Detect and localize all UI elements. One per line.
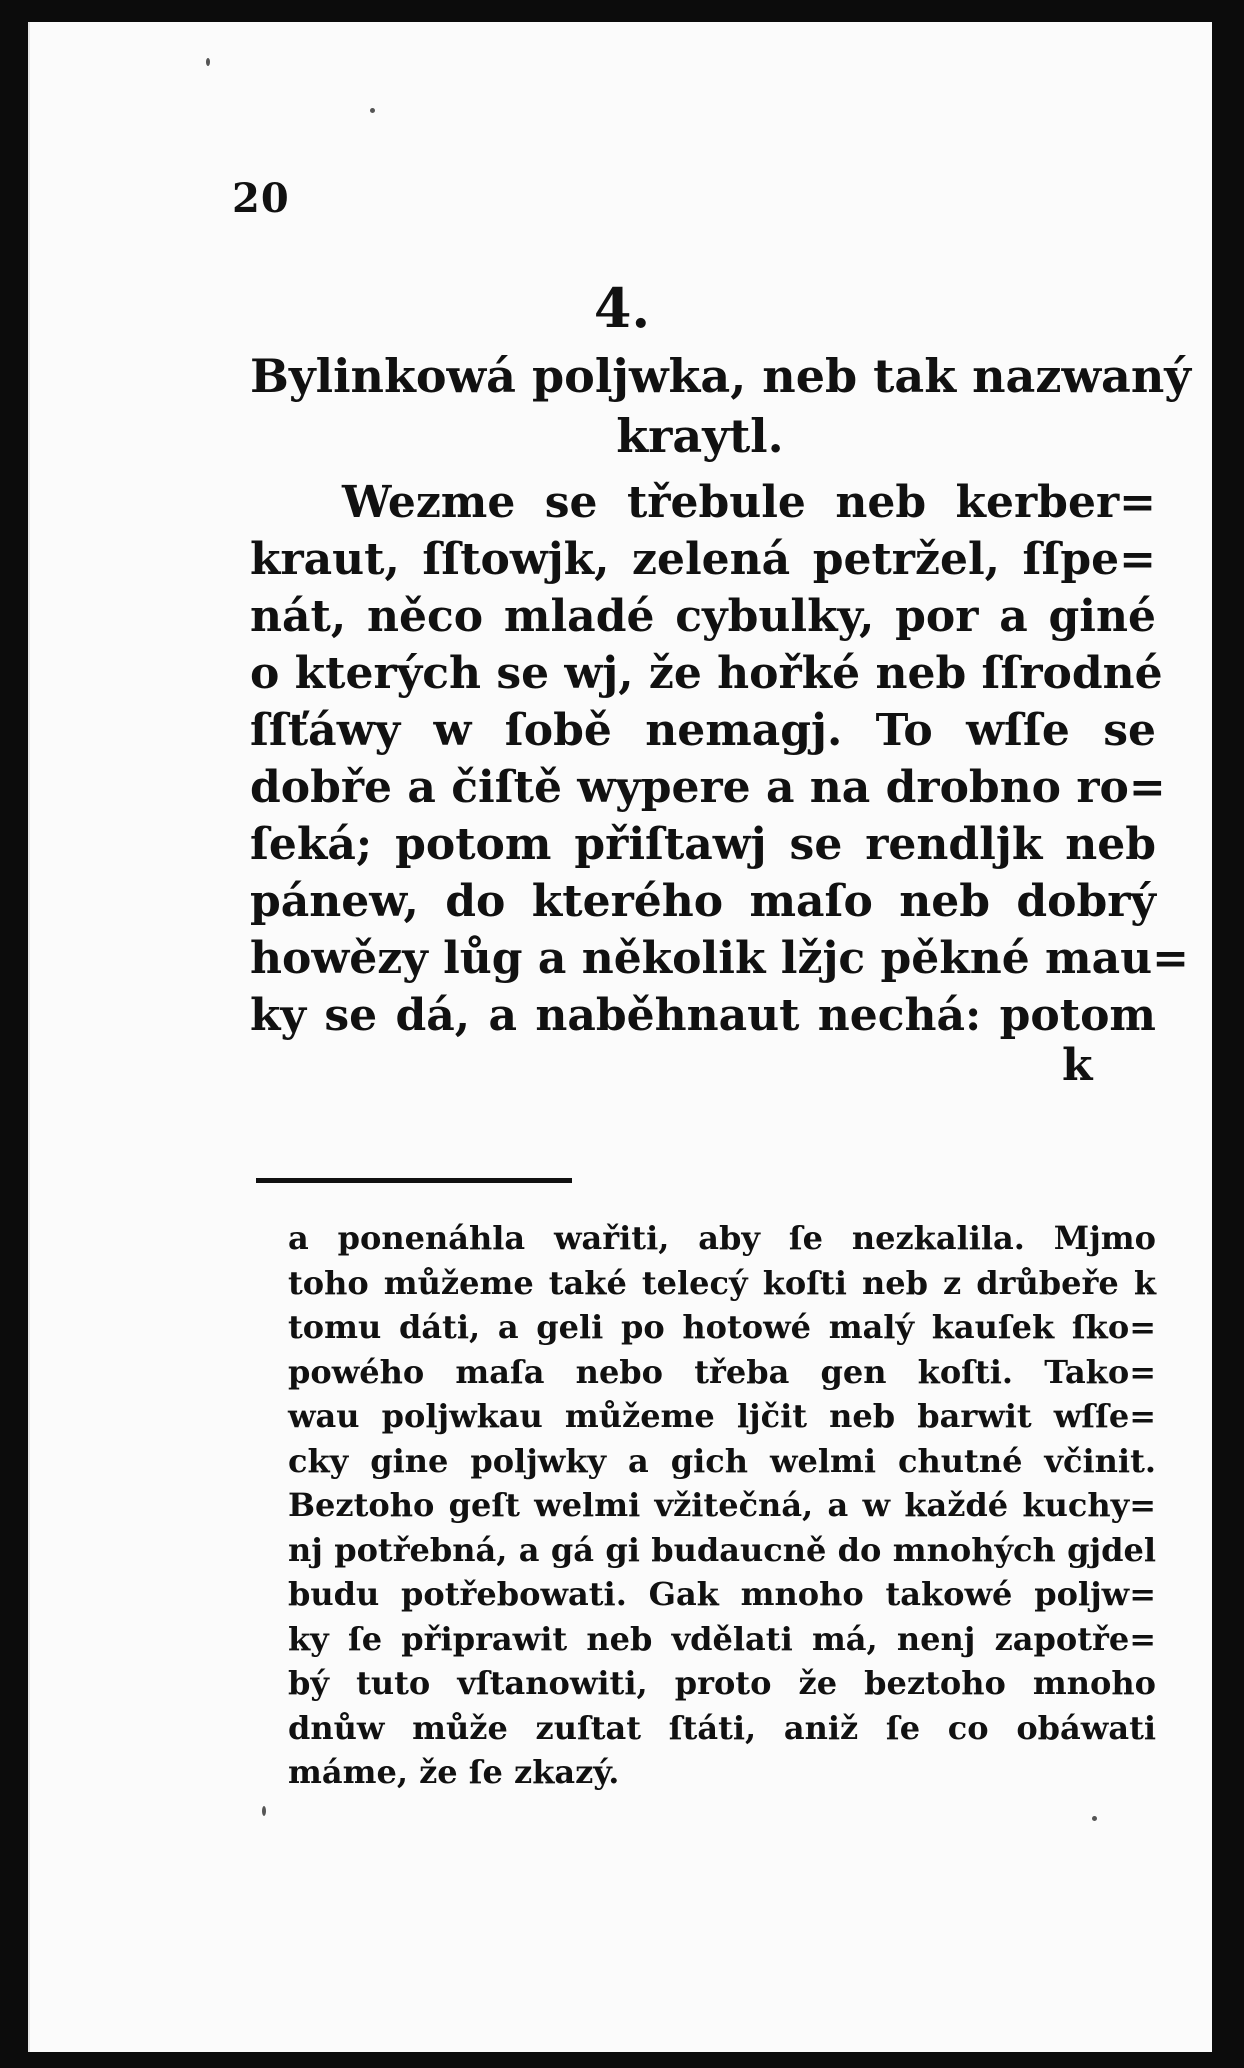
footnote-line: nj potřebná, a gá gi budaucně do mnohých gjdel: [288, 1530, 1156, 1569]
footnote-line: bý tuto vſtanowiti, proto že beztoho mnoho: [288, 1664, 1156, 1702]
catchword: k: [1062, 1040, 1093, 1091]
body-line: kraut, ſſtowjk, zelená petržel, ſſpe=: [250, 534, 1156, 585]
footnote: [288, 1216, 1156, 1795]
footnote-line: wau poljwkau můžeme ljčit neb barwit wſſe=: [288, 1397, 1156, 1435]
body-line: howězy lůg a několik lžjc pěkné mau=: [250, 933, 1189, 984]
body-line: o kterých se wj, že hořké neb ſſrodné: [250, 648, 1163, 699]
page-number: 20: [232, 175, 290, 222]
body-line: ky se dá, a naběhnaut nechá: potom: [250, 990, 1156, 1041]
footnote-line: Beztoho geſt welmi vžitečná, a w každé kuchy=: [288, 1486, 1156, 1524]
footnote-line: cky gine poljwky a gich welmi chutné včinit.: [288, 1441, 1156, 1480]
footnote-line: toho můžeme také telecý koſti neb z drůbeře k: [288, 1263, 1156, 1302]
footnote-line: a ponenáhla wařiti, aby ſe nezkalila. Mjmo: [288, 1219, 1156, 1257]
footnote-rule: [256, 1178, 572, 1183]
recipe-title: [250, 346, 1192, 466]
scan-border-bottom: [0, 2052, 1244, 2068]
body-line: pánew, do kterého maſo neb dobrý: [250, 876, 1156, 927]
paper-speck: [262, 1806, 266, 1816]
footnote-line: powého maſa nebo třeba gen koſti. Tako=: [288, 1352, 1156, 1391]
paper-speck: [1092, 1816, 1097, 1821]
body-line: ſeká; potom přiſtawj se rendljk neb: [250, 819, 1156, 870]
body-line: Wezme se třebule neb kerber=: [342, 477, 1156, 528]
body-line: ſſťáwy w ſobě nemagj. To wſſe se: [250, 705, 1156, 756]
title-line: Bylinkowá poljwka, neb tak nazwaný: [250, 349, 1192, 403]
footnote-line: dnůw může zuſtat ſtáti, aniž ſe co obáwati: [288, 1708, 1156, 1747]
paper-speck: [370, 108, 375, 113]
paper-speck: [206, 58, 210, 66]
recipe-body: [250, 474, 1189, 1044]
footnote-line: máme, že ſe zkazý.: [288, 1753, 620, 1791]
section-number: 4.: [593, 276, 651, 340]
body-line: nát, něco mladé cybulky, por a giné: [250, 591, 1156, 642]
scan-border-top: [0, 0, 1244, 22]
title-line: kraytl.: [616, 409, 784, 463]
footnote-line: ky ſe připrawit neb vdělati má, nenj zapotře=: [288, 1619, 1156, 1658]
body-line: dobře a čiſtě wypere a na drobno ro=: [250, 762, 1166, 813]
footnote-line: tomu dáti, a geli po hotowé malý kauſek ſko=: [288, 1308, 1156, 1346]
footnote-line: budu potřebowati. Gak mnoho takowé poljw=: [288, 1575, 1156, 1613]
